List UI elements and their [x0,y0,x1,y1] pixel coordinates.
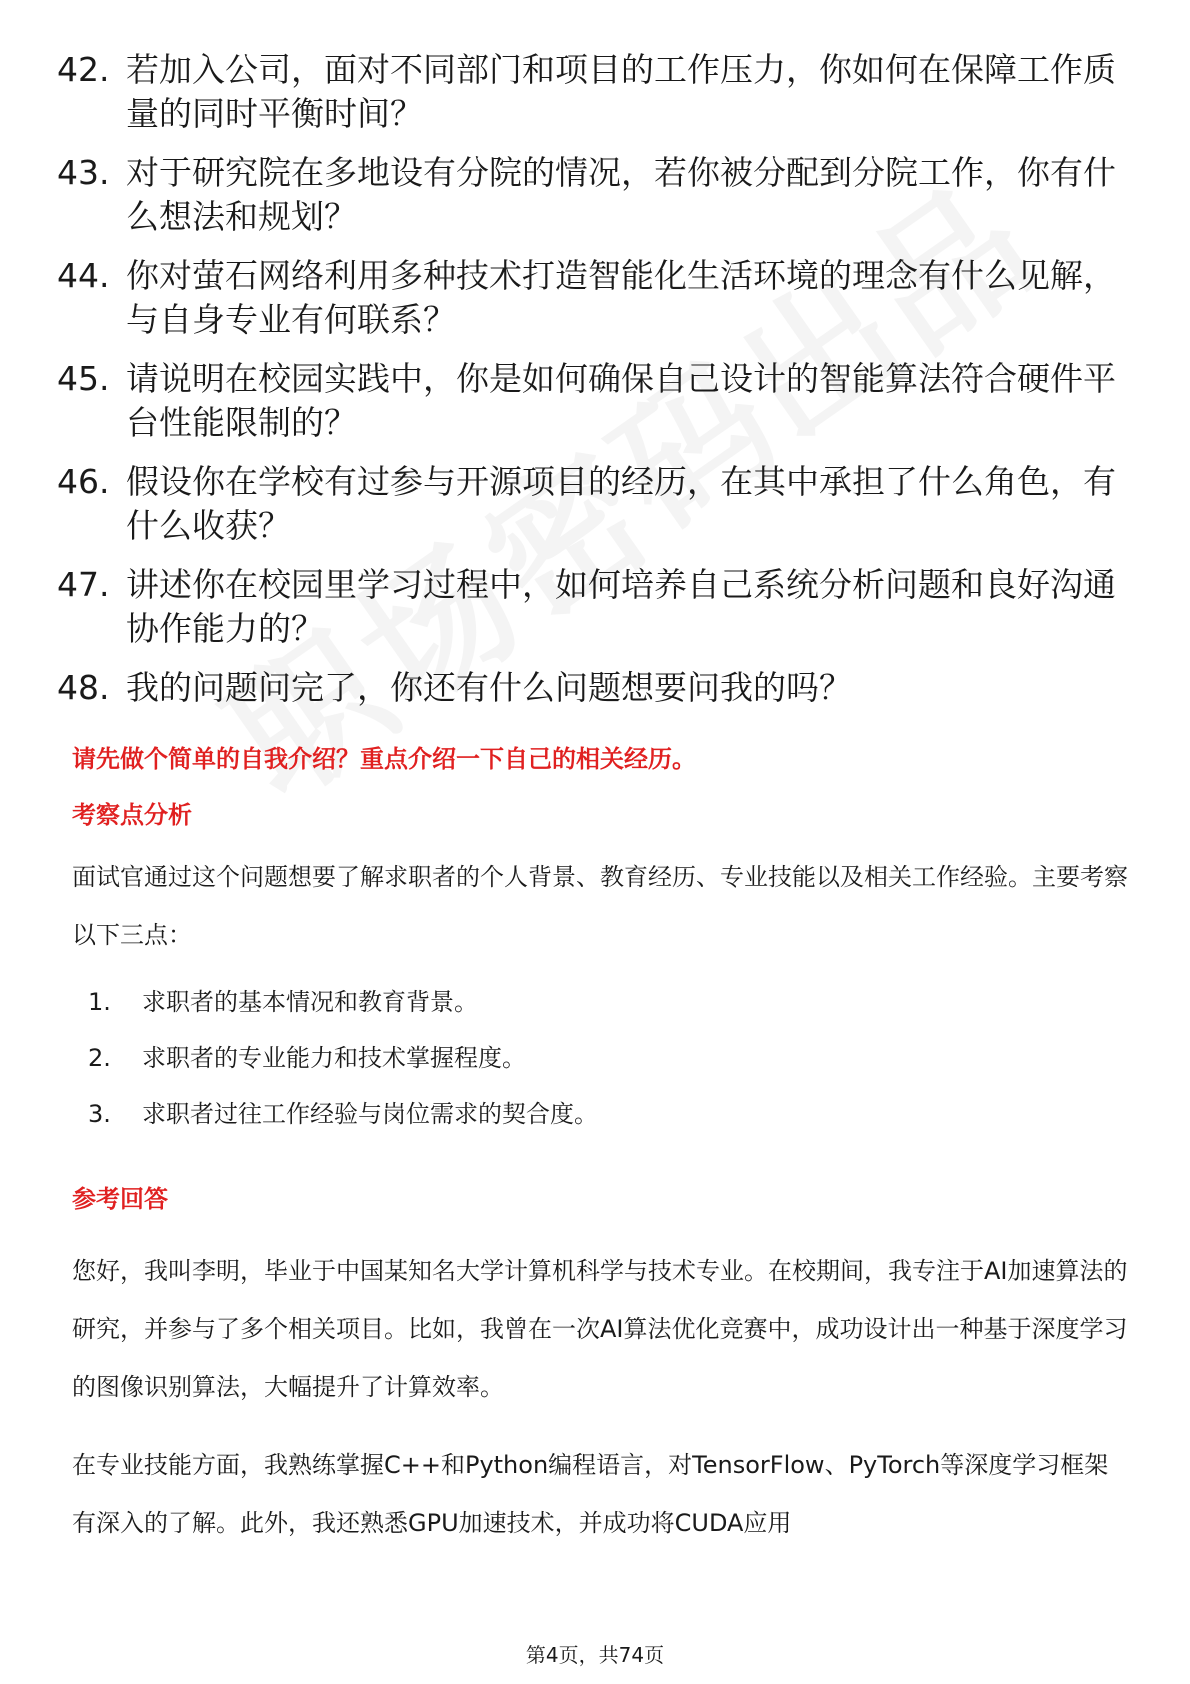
question-item [57,151,1132,239]
question-text: 若加入公司，面对不同部门和项目的工作压力，你如何在保障工作质量的同时平衡时间？ [126,50,1116,133]
question-text: 对于研究院在多地设有分院的情况，若你被分配到分院工作，你有什么想法和规划？ [126,153,1116,236]
question-number: 44. [57,256,110,295]
question-text: 我的问题问完了，你还有什么问题想要问我的吗？ [126,668,852,707]
list-item-text: 求职者的专业能力和技术掌握程度。 [142,1044,526,1072]
question-item [57,254,1132,342]
interview-question-title: 请先做个简单的自我介绍？重点介绍一下自己的相关经历。 [72,745,696,773]
question-text: 请说明在校园实践中，你是如何确保自己设计的智能算法符合硬件平台性能限制的？ [126,359,1116,442]
question-number: 46. [57,462,110,501]
list-item-number: 1. [88,988,111,1016]
points-list [72,974,1132,1142]
answer-heading: 参考回答 [72,1185,168,1213]
answer-section [72,742,1132,1552]
question-text: 假设你在学校有过参与开源项目的经历，在其中承担了什么角色，有什么收获？ [126,462,1116,545]
list-item-number: 3. [88,1100,111,1128]
answer-paragraph: 在专业技能方面，我熟练掌握C++和Python编程语言，对TensorFlow、PyTorch等深度学习框架有深入的了解。此外，我还熟悉GPU加速技术，并成功将CUDA应用 [72,1451,1109,1537]
analysis-heading: 考察点分析 [72,801,192,829]
question-item [57,563,1132,651]
question-text: 你对萤石网络利用多种技术打造智能化生活环境的理念有什么见解，与自身专业有何联系？ [126,256,1116,339]
question-item [57,666,1132,710]
list-item [72,974,1132,1030]
list-item-number: 2. [88,1044,111,1072]
page-footer: 第4页，共74页 [525,1643,665,1667]
question-item [57,357,1132,445]
question-number: 43. [57,153,110,192]
list-item [72,1030,1132,1086]
analysis-paragraph: 面试官通过这个问题想要了解求职者的个人背景、教育经历、专业技能以及相关工作经验。主要考察以下三点： [72,863,1128,949]
list-item-text: 求职者过往工作经验与岗位需求的契合度。 [142,1100,598,1128]
question-number: 42. [57,50,110,89]
answer-paragraph: 您好，我叫李明，毕业于中国某知名大学计算机科学与技术专业。在校期间，我专注于AI加速算法的研究，并参与了多个相关项目。比如，我曾在一次AI算法优化竞赛中，成功设计出一种基于深度学习的图像识别算法，大幅提升了计算效率。 [72,1257,1128,1401]
question-item [57,48,1132,136]
question-number: 48. [57,668,110,707]
question-number: 45. [57,359,110,398]
question-text: 讲述你在校园里学习过程中，如何培养自己系统分析问题和良好沟通协作能力的？ [126,565,1116,648]
question-item [57,460,1132,548]
list-item [72,1086,1132,1142]
list-item-text: 求职者的基本情况和教育背景。 [142,988,478,1016]
question-list [57,48,1132,725]
question-number: 47. [57,565,110,604]
